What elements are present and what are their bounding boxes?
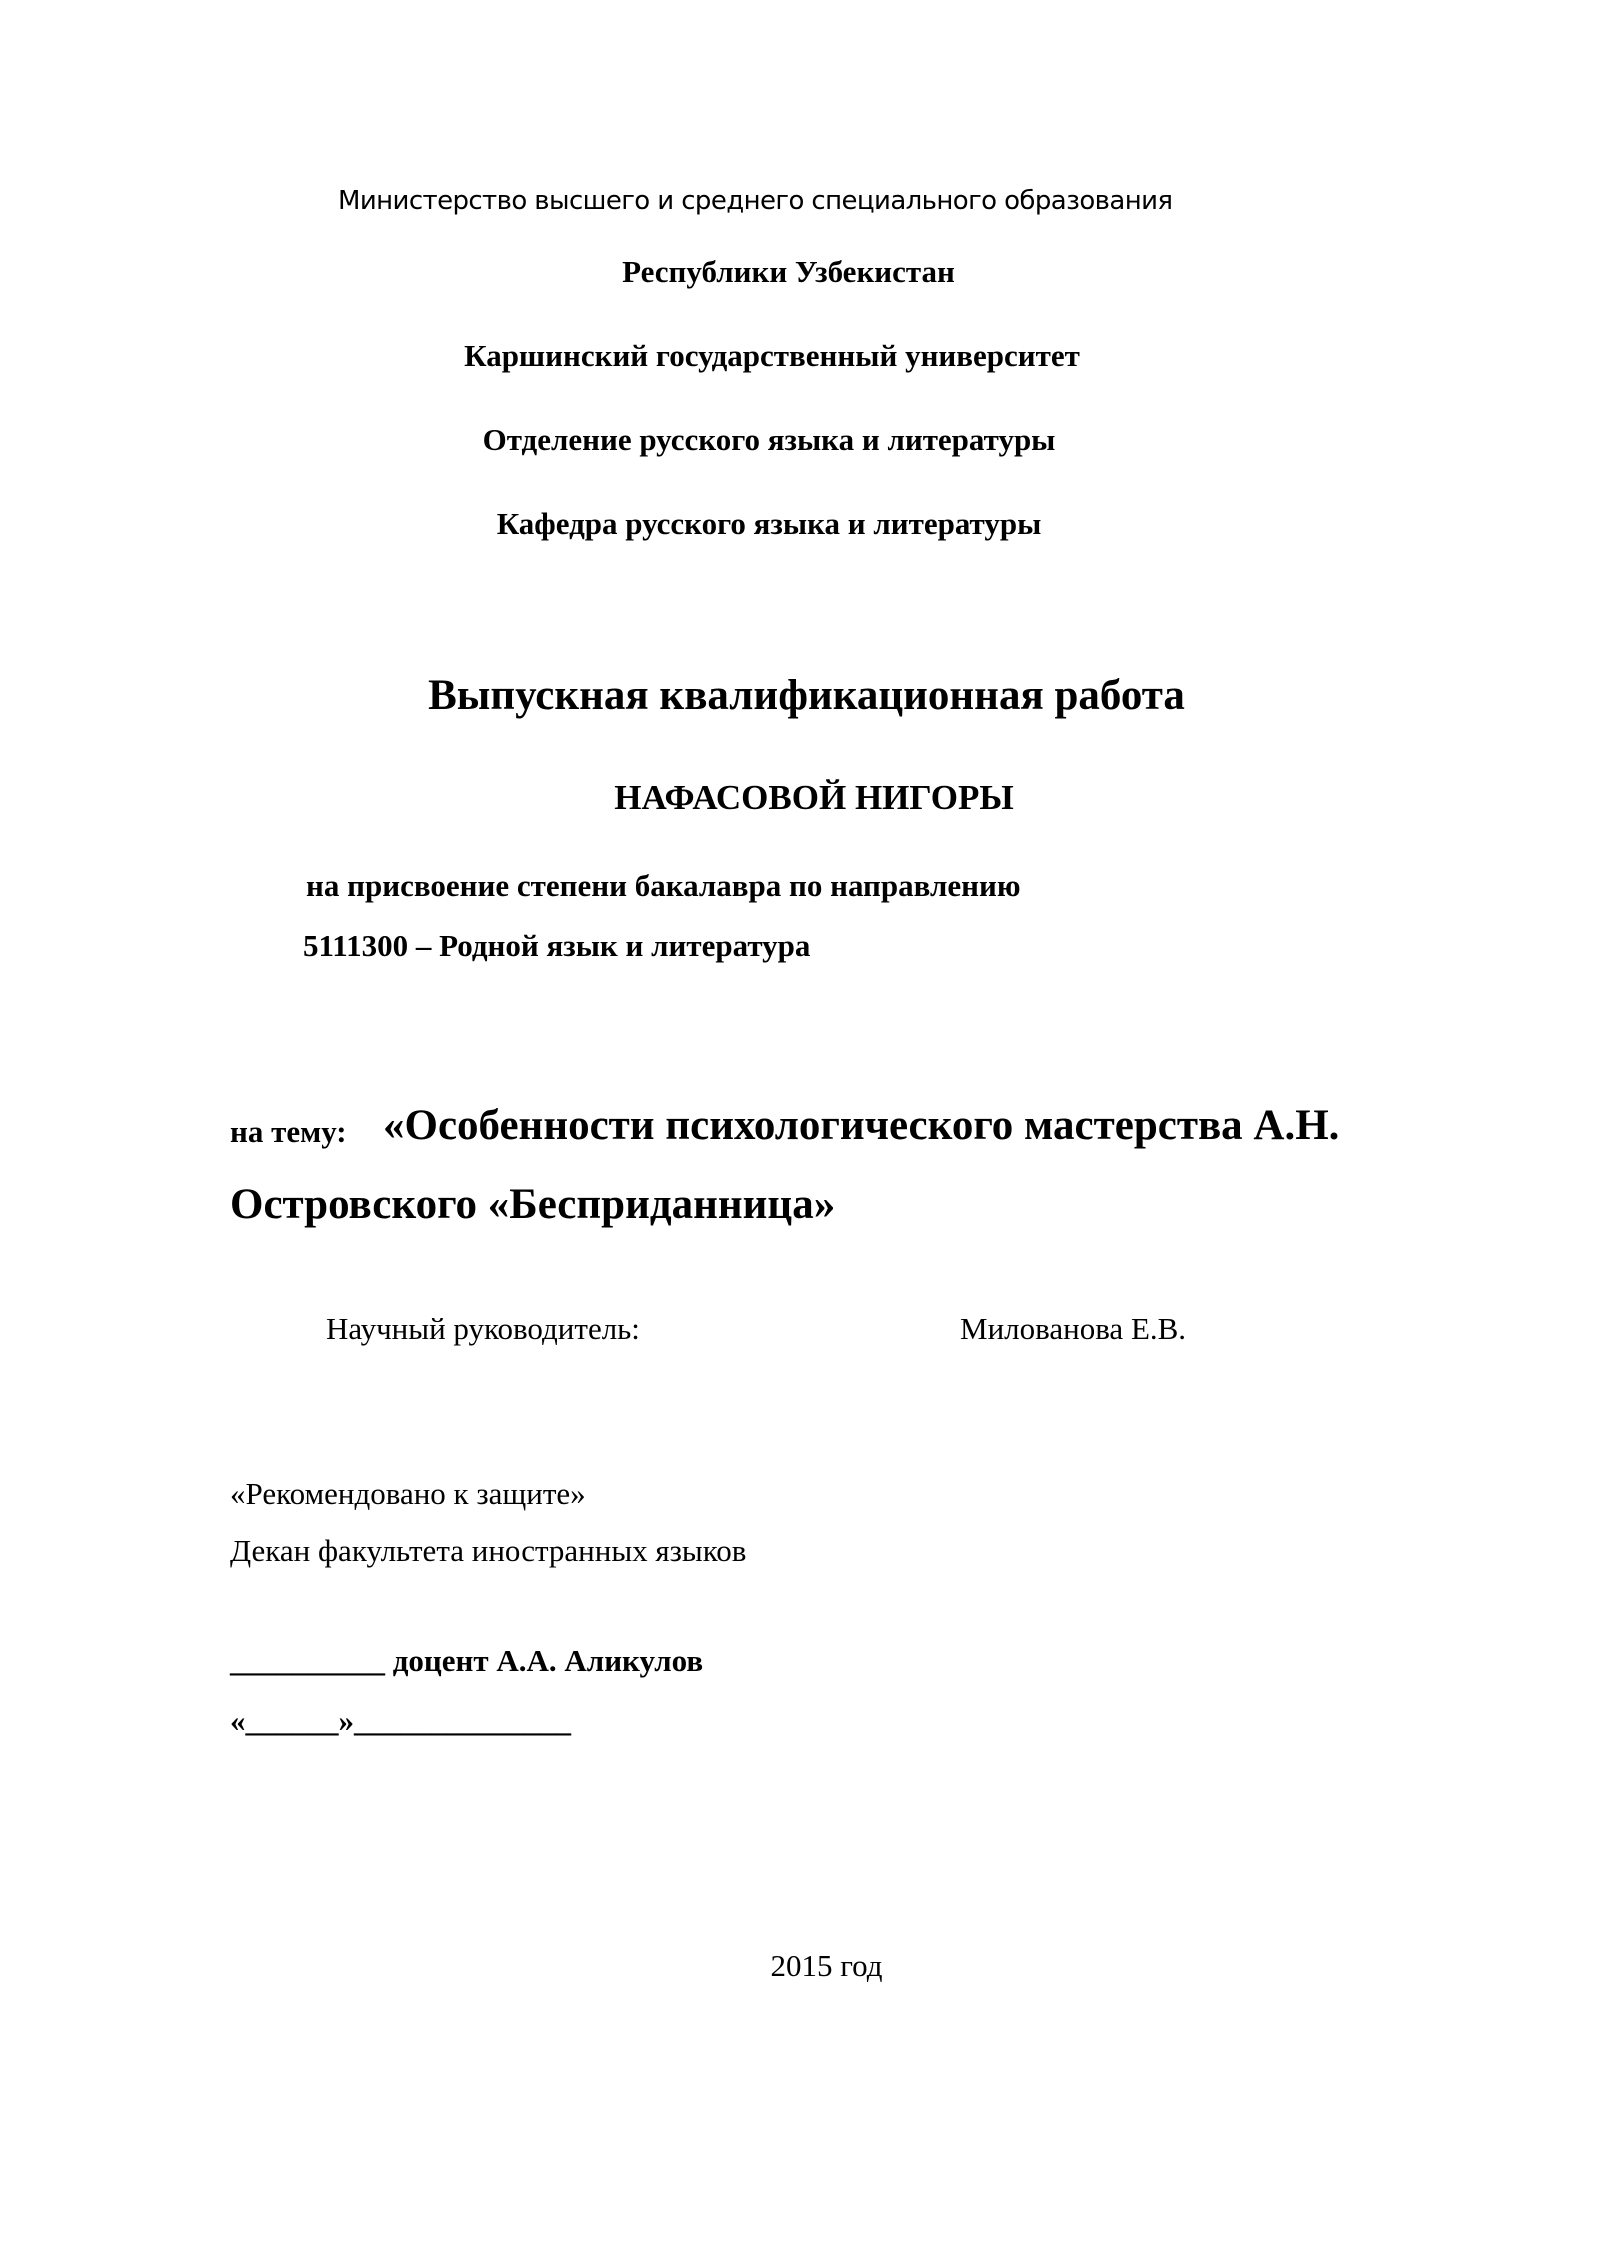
date-line: «______»______________ — [230, 1703, 571, 1738]
recommended-note: «Рекомендовано к защите» — [230, 1476, 586, 1511]
author-name: НАФАСОВОЙ НИГОРЫ — [614, 778, 1014, 817]
supervisor-label: Научный руководитель: — [326, 1311, 640, 1346]
chair-heading: Кафедра русского языка и литературы — [496, 506, 1042, 541]
republic-heading: Республики Узбекистан — [622, 254, 955, 289]
topic-title-line-1: «Особенности психологического мастерства А.Н. — [383, 1102, 1340, 1149]
dean-line: Декан факультета иностранных языков — [230, 1533, 747, 1568]
work-title: Выпускная квалификационная работа — [428, 672, 1185, 719]
topic-label: на тему: — [230, 1114, 347, 1149]
ministry-heading: Министерство высшего и среднего специального образования — [338, 186, 1173, 216]
year-footer: 2015 год — [770, 1948, 883, 1983]
supervisor-name: Милованова Е.В. — [960, 1311, 1187, 1346]
signature-line: __________ доцент А.А. Аликулов — [230, 1643, 704, 1678]
department-heading: Отделение русского языка и литературы — [482, 422, 1056, 457]
direction-line: 5111300 – Родной язык и литература — [303, 928, 811, 963]
topic-title-line-2: Островского «Бесприданница» — [230, 1181, 836, 1228]
degree-line: на присвоение степени бакалавра по направлению — [306, 868, 1021, 903]
university-heading: Каршинский государственный университет — [464, 338, 1080, 373]
